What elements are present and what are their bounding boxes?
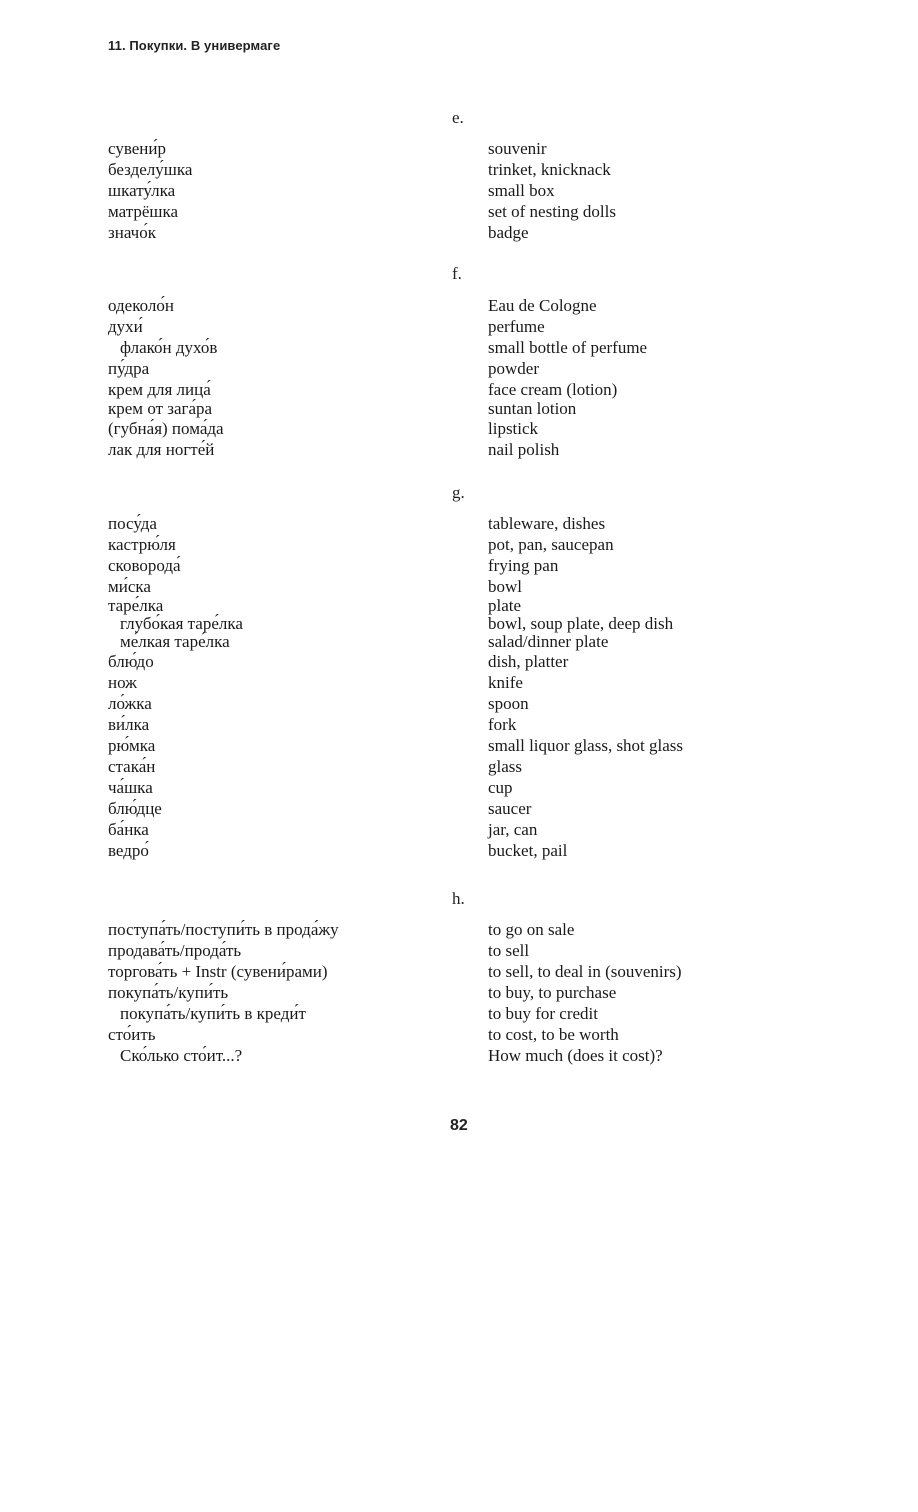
russian-term: крем для лица́	[108, 380, 211, 399]
vocab-entry	[0, 597, 918, 615]
english-gloss: souvenir	[488, 139, 547, 158]
vocab-entry	[0, 961, 918, 982]
russian-term: глубо́кая таре́лка	[120, 614, 243, 633]
english-gloss: suntan lotion	[488, 399, 577, 418]
russian-term: сто́ить	[108, 1025, 156, 1044]
vocab-entry	[0, 534, 918, 555]
english-gloss: to buy for credit	[488, 1004, 598, 1023]
english-gloss: lipstick	[488, 419, 539, 438]
vocab-entry	[0, 693, 918, 714]
english-gloss: dish, platter	[488, 652, 569, 671]
russian-term: ми́ска	[108, 577, 151, 596]
english-gloss: badge	[488, 223, 529, 242]
english-gloss: glass	[488, 757, 522, 776]
running-header: 11. Покупки. В универмаге	[108, 38, 281, 53]
english-gloss: spoon	[488, 694, 529, 713]
russian-term: пу́дра	[108, 359, 150, 378]
russian-term: безделу́шка	[108, 160, 193, 179]
english-gloss: salad/dinner plate	[488, 632, 609, 651]
vocab-entry	[0, 633, 918, 651]
english-gloss: How much (does it cost)?	[488, 1046, 663, 1065]
vocab-entry	[0, 615, 918, 633]
russian-term: одеколо́н	[108, 296, 174, 315]
russian-term: ме́лкая таре́лка	[120, 632, 230, 651]
english-gloss: bowl	[488, 577, 522, 596]
vocab-entry	[0, 798, 918, 819]
russian-term: торгова́ть + Instr (сувени́рами)	[108, 962, 328, 981]
vocab-entry	[0, 1024, 918, 1045]
vocab-section-f	[0, 295, 918, 460]
english-gloss: trinket, knicknack	[488, 160, 611, 179]
english-gloss: face cream (lotion)	[488, 380, 618, 399]
english-gloss: frying pan	[488, 556, 559, 575]
vocab-entry	[0, 982, 918, 1003]
section-letter-e: e.	[452, 108, 464, 127]
russian-term: стака́н	[108, 757, 156, 776]
vocab-entry	[0, 576, 918, 597]
russian-term: Ско́лько сто́ит...?	[120, 1046, 243, 1065]
vocab-entry	[0, 1045, 918, 1066]
vocab-entry	[0, 919, 918, 940]
russian-term: ведро́	[108, 841, 149, 860]
russian-term: посу́да	[108, 514, 157, 533]
vocab-entry	[0, 777, 918, 798]
section-letter-g: g.	[452, 483, 465, 502]
vocab-entry	[0, 418, 918, 439]
russian-term: блю́дце	[108, 799, 162, 818]
english-gloss: small liquor glass, shot glass	[488, 736, 684, 755]
english-gloss: jar, can	[488, 820, 538, 839]
russian-term: рю́мка	[108, 736, 156, 755]
english-gloss: bucket, pail	[488, 841, 568, 860]
russian-term: ви́лка	[108, 715, 150, 734]
russian-term: духи́	[108, 317, 143, 336]
russian-term: покупа́ть/купи́ть	[108, 983, 229, 1002]
english-gloss: to cost, to be worth	[488, 1025, 619, 1044]
russian-term: ба́нка	[108, 820, 149, 839]
english-gloss: Eau de Cologne	[488, 296, 597, 315]
russian-term: нож	[108, 673, 137, 692]
english-gloss: to go on sale	[488, 920, 575, 939]
russian-term: лак для ногте́й	[108, 440, 215, 459]
vocab-entry	[0, 819, 918, 840]
vocab-entry	[0, 222, 918, 243]
russian-term: сувени́р	[108, 139, 166, 158]
english-gloss: cup	[488, 778, 513, 797]
vocab-entry	[0, 1003, 918, 1024]
english-gloss: to sell	[488, 941, 530, 960]
vocab-entry	[0, 735, 918, 756]
section-letter-h: h.	[452, 889, 465, 908]
vocab-entry	[0, 400, 918, 418]
russian-term: матрёшка	[108, 202, 179, 221]
english-gloss: small bottle of perfume	[488, 338, 648, 357]
english-gloss: to sell, to deal in (souvenirs)	[488, 962, 682, 981]
vocab-entry	[0, 714, 918, 735]
vocab-entry	[0, 159, 918, 180]
english-gloss: powder	[488, 359, 539, 378]
vocab-entry	[0, 180, 918, 201]
vocab-entry	[0, 295, 918, 316]
russian-term: продава́ть/прода́ть	[108, 941, 242, 960]
russian-term: поступа́ть/поступи́ть в прода́жу	[108, 920, 339, 939]
vocab-entry	[0, 201, 918, 222]
english-gloss: set of nesting dolls	[488, 202, 616, 221]
vocab-entry	[0, 379, 918, 400]
vocab-section-g	[0, 513, 918, 861]
russian-term: шкату́лка	[108, 181, 176, 200]
english-gloss: pot, pan, saucepan	[488, 535, 614, 554]
russian-term: крем от зага́ра	[108, 399, 213, 418]
vocab-entry	[0, 756, 918, 777]
vocab-section-e	[0, 138, 918, 243]
vocab-entry	[0, 138, 918, 159]
russian-term: (губна́я) пома́да	[108, 419, 224, 438]
english-gloss: tableware, dishes	[488, 514, 606, 533]
russian-term: кастрю́ля	[108, 535, 176, 554]
english-gloss: saucer	[488, 799, 532, 818]
vocab-entry	[0, 316, 918, 337]
vocab-entry	[0, 439, 918, 460]
vocab-entry	[0, 940, 918, 961]
english-gloss: nail polish	[488, 440, 560, 459]
english-gloss: plate	[488, 596, 522, 615]
section-letter-f: f.	[452, 264, 462, 283]
vocab-entry	[0, 513, 918, 534]
vocab-entry	[0, 358, 918, 379]
russian-term: сковорода́	[108, 556, 181, 575]
vocab-section-h	[0, 919, 918, 1066]
english-gloss: fork	[488, 715, 517, 734]
page-number: 82	[450, 1117, 468, 1134]
vocab-entry	[0, 337, 918, 358]
english-gloss: bowl, soup plate, deep dish	[488, 614, 674, 633]
russian-term: таре́лка	[108, 596, 164, 615]
vocab-entry	[0, 840, 918, 861]
russian-term: флако́н духо́в	[120, 338, 218, 357]
russian-term: значо́к	[108, 223, 156, 242]
english-gloss: perfume	[488, 317, 545, 336]
vocab-entry	[0, 672, 918, 693]
english-gloss: to buy, to purchase	[488, 983, 617, 1002]
vocab-entry	[0, 555, 918, 576]
english-gloss: small box	[488, 181, 555, 200]
english-gloss: knife	[488, 673, 523, 692]
russian-term: блю́до	[108, 652, 154, 671]
russian-term: ло́жка	[108, 694, 152, 713]
russian-term: покупа́ть/купи́ть в креди́т	[120, 1004, 306, 1023]
vocab-entry	[0, 651, 918, 672]
russian-term: ча́шка	[108, 778, 153, 797]
